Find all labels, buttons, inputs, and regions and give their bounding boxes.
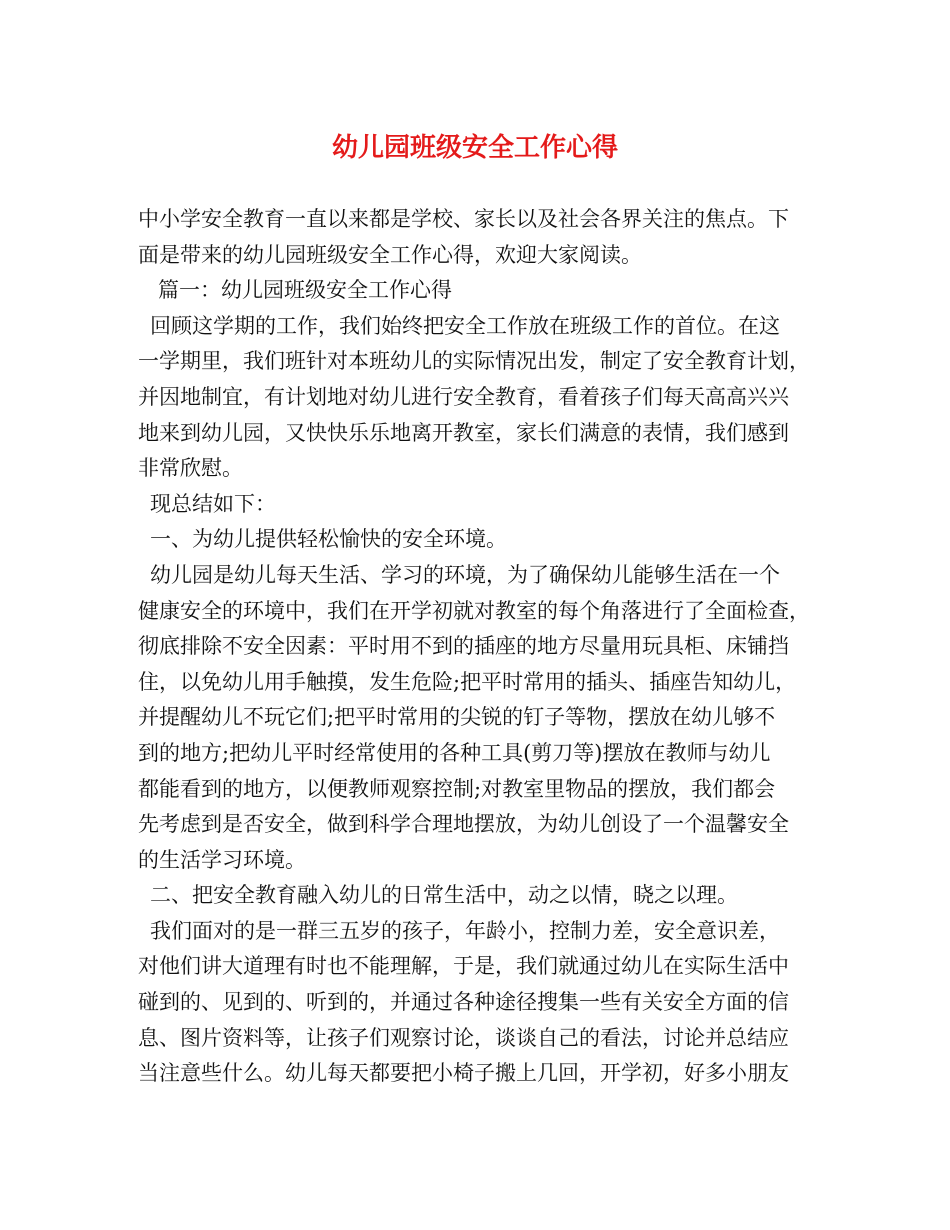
- text-line: 二、把安全教育融入幼儿的日常生活中，动之以情，晓之以理。: [150, 883, 738, 908]
- text-line: 一学期里，我们班针对本班幼儿的实际情况出发，制定了安全教育计划，: [138, 349, 810, 374]
- text-line: 的生活学习环境。: [138, 847, 306, 872]
- text-line: 幼儿园是幼儿每天生活、学习的环境，为了确保幼儿能够生活在一个: [150, 562, 780, 587]
- text-line: 地来到幼儿园，又快快乐乐地离开教室，家长们满意的表情，我们感到: [138, 420, 789, 445]
- text-line: 一、为幼儿提供轻松愉快的安全环境。: [150, 527, 507, 552]
- text-line: 回顾这学期的工作，我们始终把安全工作放在班级工作的首位。在这: [150, 313, 780, 338]
- document-body: [138, 202, 818, 1092]
- text-line: 并提醒幼儿不玩它们;把平时常用的尖锐的钉子等物，摆放在幼儿够不: [138, 705, 776, 730]
- text-line: 到的地方;把幼儿平时经常使用的各种工具(剪刀等)摆放在教师与幼儿: [138, 740, 771, 765]
- text-line: 碰到的、见到的、听到的，并通过各种途径搜集一些有关安全方面的信: [138, 990, 789, 1015]
- text-line: 彻底排除不安全因素：平时用不到的插座的地方尽量用玩具柜、床铺挡: [138, 634, 789, 659]
- text-line: 并因地制宜，有计划地对幼儿进行安全教育，看着孩子们每天高高兴兴: [138, 384, 789, 409]
- text-line: 我们面对的是一群三五岁的孩子，年龄小，控制力差，安全意识差，: [150, 918, 780, 943]
- text-line: 对他们讲大道理有时也不能理解，于是，我们就通过幼儿在实际生活中: [138, 954, 789, 979]
- text-line: 先考虑到是否安全，做到科学合理地摆放，为幼儿创设了一个温馨安全: [138, 812, 789, 837]
- text-line: 都能看到的地方，以便教师观察控制;对教室里物品的摆放，我们都会: [138, 776, 776, 801]
- text-line: 中小学安全教育一直以来都是学校、家长以及社会各界关注的焦点。下: [138, 207, 789, 231]
- text-line: 健康安全的环境中，我们在开学初就对教室的每个角落进行了全面检查，: [138, 598, 810, 623]
- text-line: 现总结如下：: [150, 491, 276, 516]
- text-line: 非常欣慰。: [138, 456, 243, 481]
- text-line: 息、图片资料等，让孩子们观察讨论，谈谈自己的看法，讨论并总结应: [138, 1025, 789, 1050]
- text-line: 面是带来的幼儿园班级安全工作心得，欢迎大家阅读。: [138, 242, 642, 267]
- document-title: 幼儿园班级安全工作心得: [331, 133, 618, 163]
- text-line: 住，以免幼儿用手触摸，发生危险;把平时常用的插头、插座告知幼儿，: [138, 669, 797, 694]
- text-line: 篇一：幼儿园班级安全工作心得: [158, 278, 452, 303]
- text-line: 当注意些什么。幼儿每天都要把小椅子搬上几回，开学初，好多小朋友: [138, 1061, 789, 1086]
